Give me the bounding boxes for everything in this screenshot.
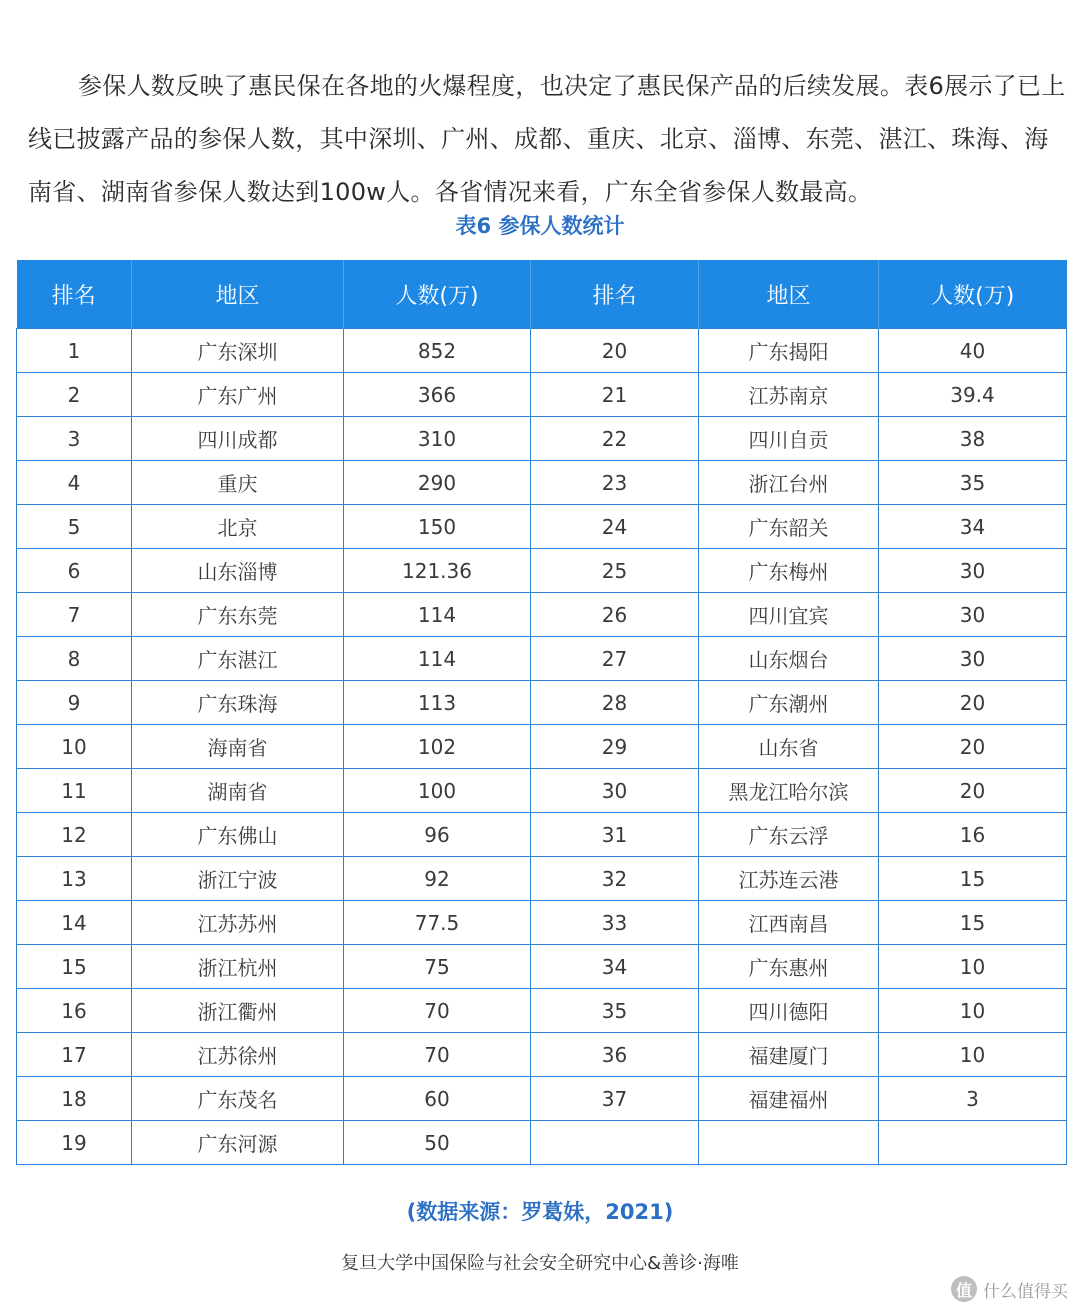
- header-region: 地区: [699, 260, 879, 329]
- rank-cell: 6: [17, 549, 132, 593]
- count-cell: 96: [344, 813, 531, 857]
- region-cell: 广东韶关: [699, 505, 879, 549]
- data-source: (数据来源：罗葛妹，2021): [406, 1200, 674, 1224]
- count-cell: 290: [344, 461, 531, 505]
- region-cell: 广东惠州: [699, 945, 879, 989]
- count-cell: 102: [344, 725, 531, 769]
- table-row: [17, 1121, 1067, 1165]
- table-row: [17, 681, 1067, 725]
- table-row: [17, 945, 1067, 989]
- rank-cell: 9: [17, 681, 132, 725]
- table-row: [17, 813, 1067, 857]
- count-cell: 15: [879, 857, 1067, 901]
- rank-cell: 17: [17, 1033, 132, 1077]
- table-row: [17, 373, 1067, 417]
- rank-cell: 10: [17, 725, 132, 769]
- count-cell: 121.36: [344, 549, 531, 593]
- count-cell: 92: [344, 857, 531, 901]
- rank-cell: 14: [17, 901, 132, 945]
- region-cell: 广东揭阳: [699, 329, 879, 373]
- rank-cell: 24: [531, 505, 699, 549]
- table-title: 表6 参保人数统计: [455, 214, 625, 238]
- count-cell: 20: [879, 725, 1067, 769]
- header-count: 人数(万): [879, 260, 1067, 329]
- zhi-logo-icon: 值: [951, 1276, 977, 1302]
- table-row: [17, 725, 1067, 769]
- region-cell: 重庆: [132, 461, 344, 505]
- region-cell: 北京: [132, 505, 344, 549]
- header-rank: 排名: [17, 260, 132, 329]
- count-cell: 60: [344, 1077, 531, 1121]
- table-row: [17, 329, 1067, 373]
- region-cell: 山东淄博: [132, 549, 344, 593]
- rank-cell: 34: [531, 945, 699, 989]
- rank-cell: 29: [531, 725, 699, 769]
- region-cell: 广东佛山: [132, 813, 344, 857]
- rank-cell: 21: [531, 373, 699, 417]
- region-cell: 四川宜宾: [699, 593, 879, 637]
- count-cell: 15: [879, 901, 1067, 945]
- region-cell: 浙江衢州: [132, 989, 344, 1033]
- count-cell: 113: [344, 681, 531, 725]
- watermark: [951, 1276, 1068, 1302]
- table-row: [17, 769, 1067, 813]
- rank-cell: 4: [17, 461, 132, 505]
- count-cell: 70: [344, 989, 531, 1033]
- rank-cell: 27: [531, 637, 699, 681]
- rank-cell: 7: [17, 593, 132, 637]
- table-row: [17, 1077, 1067, 1121]
- region-cell: 广东梅州: [699, 549, 879, 593]
- count-cell: 114: [344, 593, 531, 637]
- header-count: 人数(万): [344, 260, 531, 329]
- region-cell: 江苏苏州: [132, 901, 344, 945]
- count-cell: 10: [879, 989, 1067, 1033]
- count-cell: 10: [879, 945, 1067, 989]
- count-cell: 16: [879, 813, 1067, 857]
- region-cell: 山东烟台: [699, 637, 879, 681]
- count-cell: 77.5: [344, 901, 531, 945]
- count-cell: 114: [344, 637, 531, 681]
- count-cell: 100: [344, 769, 531, 813]
- region-cell: 山东省: [699, 725, 879, 769]
- count-cell: 10: [879, 1033, 1067, 1077]
- region-cell: 广东潮州: [699, 681, 879, 725]
- count-cell: 30: [879, 549, 1067, 593]
- table-row: [17, 901, 1067, 945]
- rank-cell: 5: [17, 505, 132, 549]
- region-cell: 江苏南京: [699, 373, 879, 417]
- watermark-text: 什么值得买: [983, 1281, 1068, 1302]
- region-cell: 广东广州: [132, 373, 344, 417]
- region-cell: 江苏连云港: [699, 857, 879, 901]
- count-cell: 40: [879, 329, 1067, 373]
- region-cell: 广东深圳: [132, 329, 344, 373]
- header-region: 地区: [132, 260, 344, 329]
- count-cell: 50: [344, 1121, 531, 1165]
- region-cell: 海南省: [132, 725, 344, 769]
- rank-cell: 36: [531, 1033, 699, 1077]
- region-cell: 广东湛江: [132, 637, 344, 681]
- rank-cell: 35: [531, 989, 699, 1033]
- rank-cell: 31: [531, 813, 699, 857]
- table-row: [17, 989, 1067, 1033]
- rank-cell: 11: [17, 769, 132, 813]
- rank-cell: 15: [17, 945, 132, 989]
- rank-cell: 8: [17, 637, 132, 681]
- count-cell: 30: [879, 637, 1067, 681]
- count-cell: [879, 1121, 1067, 1165]
- rank-cell: 2: [17, 373, 132, 417]
- region-cell: 浙江宁波: [132, 857, 344, 901]
- rank-cell: 23: [531, 461, 699, 505]
- region-cell: 江苏徐州: [132, 1033, 344, 1077]
- count-cell: 75: [344, 945, 531, 989]
- region-cell: 广东东莞: [132, 593, 344, 637]
- region-cell: 福建厦门: [699, 1033, 879, 1077]
- rank-cell: 3: [17, 417, 132, 461]
- region-cell: 福建福州: [699, 1077, 879, 1121]
- table-row: [17, 549, 1067, 593]
- table-row: [17, 461, 1067, 505]
- rank-cell: 19: [17, 1121, 132, 1165]
- region-cell: 广东河源: [132, 1121, 344, 1165]
- table-row: [17, 637, 1067, 681]
- region-cell: [699, 1121, 879, 1165]
- table-row: [17, 417, 1067, 461]
- count-cell: 39.4: [879, 373, 1067, 417]
- count-cell: 20: [879, 769, 1067, 813]
- count-cell: 150: [344, 505, 531, 549]
- count-cell: 310: [344, 417, 531, 461]
- count-cell: 38: [879, 417, 1067, 461]
- count-cell: 852: [344, 329, 531, 373]
- table-row: [17, 505, 1067, 549]
- table-row: [17, 857, 1067, 901]
- region-cell: 浙江杭州: [132, 945, 344, 989]
- count-cell: 70: [344, 1033, 531, 1077]
- region-cell: 四川成都: [132, 417, 344, 461]
- region-cell: 湖南省: [132, 769, 344, 813]
- count-cell: 30: [879, 593, 1067, 637]
- rank-cell: 30: [531, 769, 699, 813]
- intro-paragraph: 参保人数反映了惠民保在各地的火爆程度，也决定了惠民保产品的后续发展。表6展示了已上线已披露产品的参保人数，其中深圳、广州、成都、重庆、北京、淄博、东莞、湛江、珠海、海南省、湖南省参保人数达到100w人。各省情况来看，广东全省参保人数最高。: [28, 72, 1066, 206]
- rank-cell: 12: [17, 813, 132, 857]
- region-cell: 黑龙江哈尔滨: [699, 769, 879, 813]
- header-rank: 排名: [531, 260, 699, 329]
- rank-cell: 16: [17, 989, 132, 1033]
- rank-cell: 13: [17, 857, 132, 901]
- rank-cell: 33: [531, 901, 699, 945]
- count-cell: 35: [879, 461, 1067, 505]
- enrollment-table: [16, 260, 1067, 1165]
- rank-cell: 32: [531, 857, 699, 901]
- rank-cell: 22: [531, 417, 699, 461]
- rank-cell: 25: [531, 549, 699, 593]
- count-cell: 34: [879, 505, 1067, 549]
- rank-cell: [531, 1121, 699, 1165]
- region-cell: 广东珠海: [132, 681, 344, 725]
- region-cell: 四川自贡: [699, 417, 879, 461]
- rank-cell: 18: [17, 1077, 132, 1121]
- rank-cell: 20: [531, 329, 699, 373]
- rank-cell: 37: [531, 1077, 699, 1121]
- table-header-row: [17, 260, 1067, 329]
- table-row: [17, 593, 1067, 637]
- rank-cell: 1: [17, 329, 132, 373]
- count-cell: 366: [344, 373, 531, 417]
- count-cell: 20: [879, 681, 1067, 725]
- table-row: [17, 1033, 1067, 1077]
- footer-credit: 复旦大学中国保险与社会安全研究中心&善诊·海唯: [341, 1253, 739, 1274]
- rank-cell: 28: [531, 681, 699, 725]
- count-cell: 3: [879, 1077, 1067, 1121]
- region-cell: 广东云浮: [699, 813, 879, 857]
- region-cell: 浙江台州: [699, 461, 879, 505]
- region-cell: 广东茂名: [132, 1077, 344, 1121]
- rank-cell: 26: [531, 593, 699, 637]
- region-cell: 四川德阳: [699, 989, 879, 1033]
- region-cell: 江西南昌: [699, 901, 879, 945]
